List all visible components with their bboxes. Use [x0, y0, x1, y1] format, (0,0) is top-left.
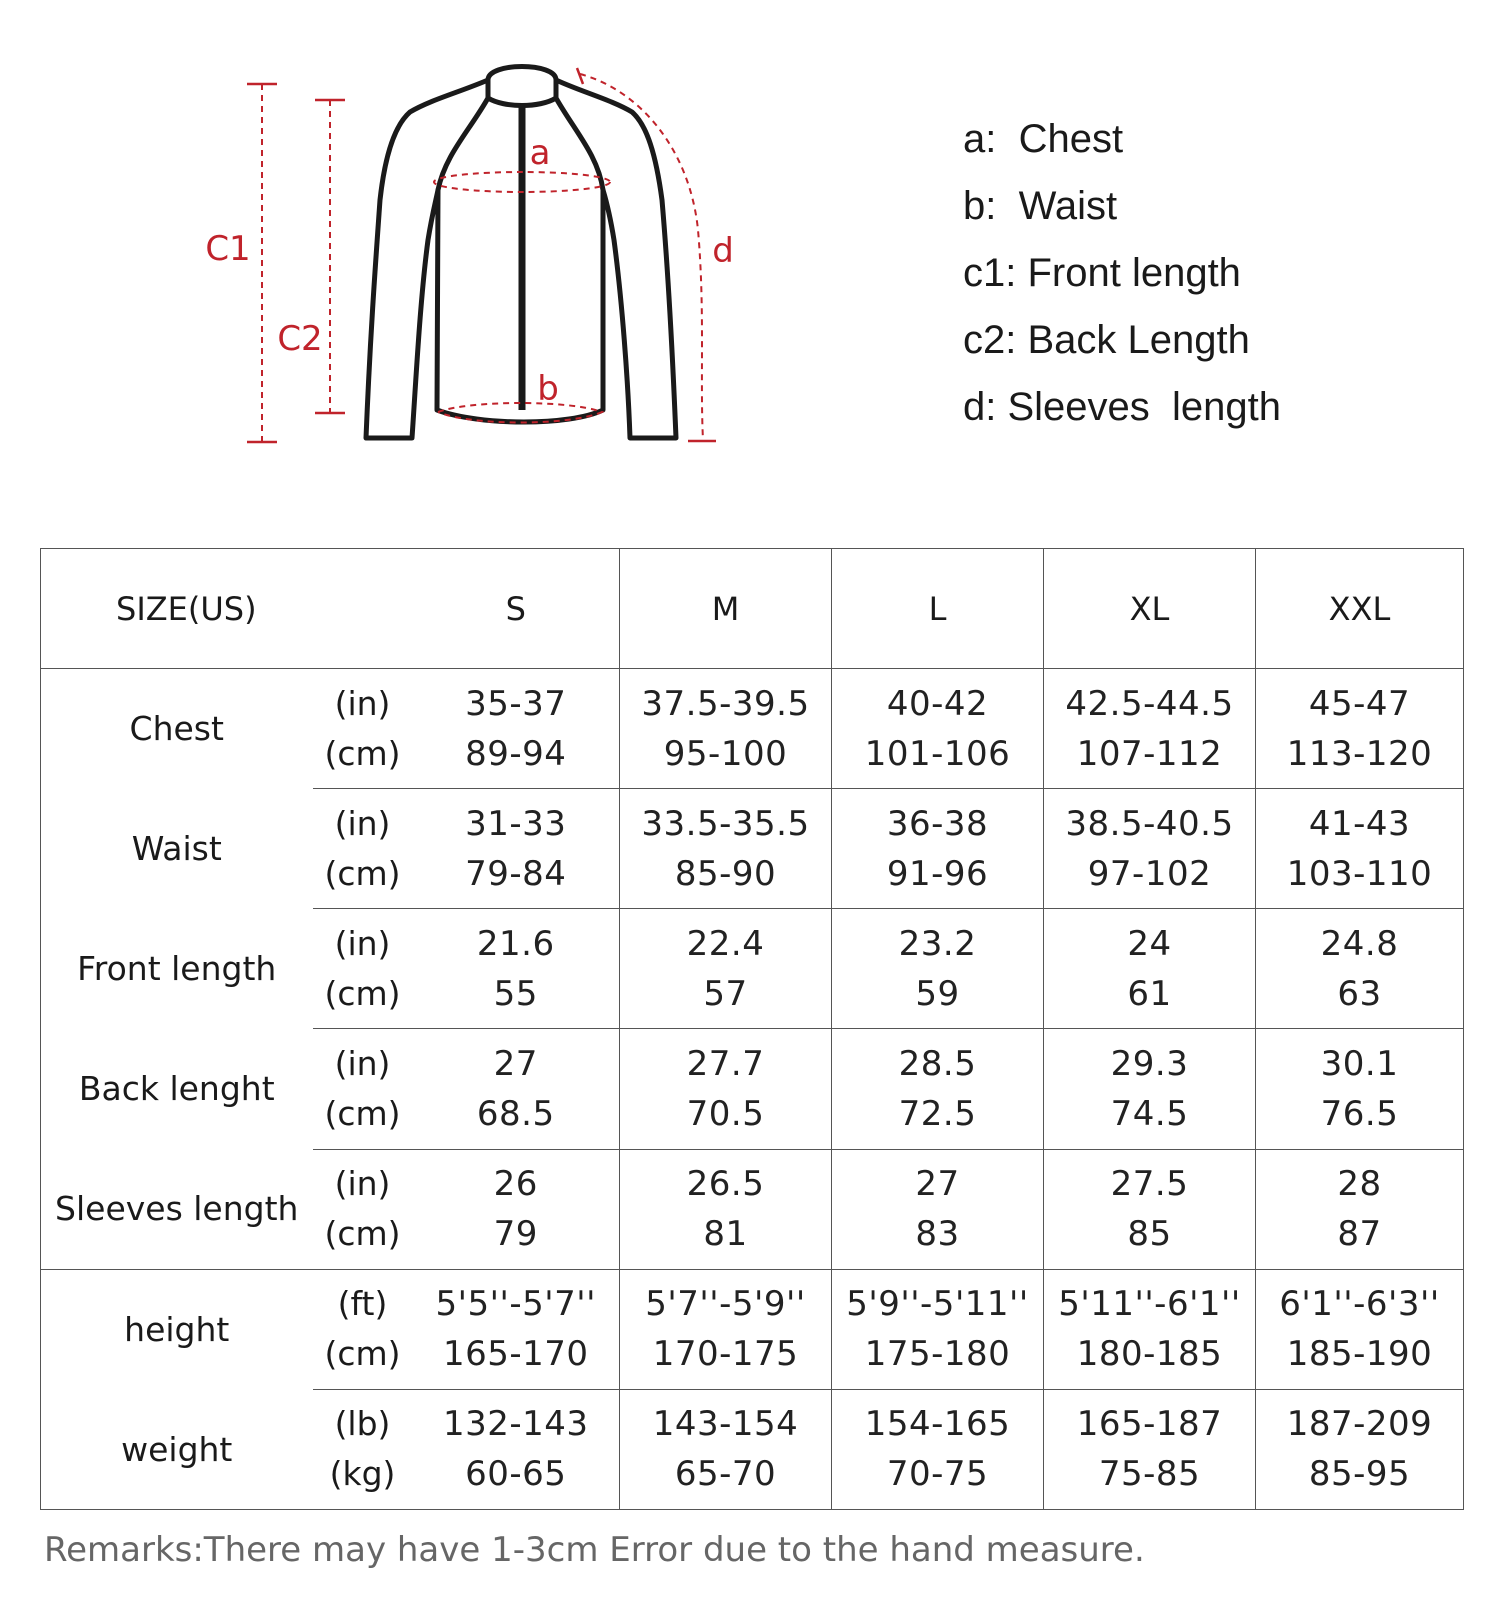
value-primary: 29.3 — [1110, 1043, 1189, 1084]
value-primary: 36-38 — [886, 803, 989, 844]
row-label: Front length — [41, 909, 313, 1029]
value-secondary: 107-112 — [1076, 733, 1223, 774]
legend-item-chest: a: Chest — [963, 117, 1124, 161]
unit-primary: (lb) — [334, 1404, 391, 1444]
unit-secondary: (cm) — [324, 1334, 401, 1374]
value-secondary: 63 — [1337, 973, 1382, 1014]
value-cell-xxl — [1256, 1029, 1464, 1149]
value-secondary: 74.5 — [1110, 1093, 1189, 1134]
value-primary: 27.7 — [686, 1043, 765, 1084]
value-cell-xxl — [1256, 909, 1464, 1029]
value-secondary: 87 — [1337, 1214, 1382, 1255]
measurement-legend — [963, 112, 1281, 447]
value-primary: 41-43 — [1308, 803, 1411, 844]
value-cell-xl — [1044, 1269, 1256, 1389]
value-secondary: 165-170 — [442, 1334, 589, 1375]
row-units — [313, 1029, 413, 1149]
value-cell-l — [832, 1029, 1044, 1149]
value-primary: 23.2 — [898, 923, 977, 964]
value-cell-xxl — [1256, 669, 1464, 789]
table-row-height — [41, 1269, 1464, 1389]
value-primary: 28.5 — [898, 1043, 977, 1084]
value-cell-m — [620, 1269, 832, 1389]
unit-primary: (in) — [334, 683, 391, 723]
value-cell-m — [620, 909, 832, 1029]
value-primary: 22.4 — [686, 923, 765, 964]
value-primary: 40-42 — [886, 683, 989, 724]
value-cell-xxl — [1256, 1149, 1464, 1269]
legend-item-front-length: c1: Front length — [963, 251, 1241, 295]
value-cell-l — [832, 909, 1044, 1029]
value-secondary: 83 — [915, 1214, 960, 1255]
value-primary: 24.8 — [1320, 923, 1399, 964]
row-label: weight — [41, 1389, 313, 1509]
value-cell-xxl — [1256, 789, 1464, 909]
value-cell-xl — [1044, 789, 1256, 909]
row-label: height — [41, 1269, 313, 1389]
value-cell-l — [832, 1389, 1044, 1509]
value-secondary: 101-106 — [864, 733, 1011, 774]
value-cell-m — [620, 789, 832, 909]
label-c1: C1 — [205, 229, 251, 269]
value-cell-xl — [1044, 1389, 1256, 1509]
value-primary: 5'5''-5'7'' — [435, 1284, 596, 1325]
value-secondary: 95-100 — [663, 733, 788, 774]
value-secondary: 89-94 — [465, 733, 567, 774]
value-cell-l — [832, 1149, 1044, 1269]
row-label: Chest — [41, 669, 313, 789]
value-primary: 5'11''-6'1'' — [1058, 1284, 1241, 1325]
table-header-row — [41, 549, 1464, 669]
unit-primary: (in) — [334, 923, 391, 963]
value-primary: 45-47 — [1308, 683, 1411, 724]
value-secondary: 57 — [703, 973, 748, 1014]
value-secondary: 65-70 — [674, 1454, 777, 1495]
size-header-l: L — [832, 549, 1044, 669]
label-b: b — [537, 369, 559, 409]
size-header-m: M — [620, 549, 832, 669]
table-row-waist — [41, 789, 1464, 909]
value-primary: 154-165 — [864, 1404, 1011, 1445]
legend-item-sleeves-length: d: Sleeves length — [963, 385, 1281, 429]
value-primary: 38.5-40.5 — [1065, 803, 1234, 844]
unit-secondary: (cm) — [324, 973, 401, 1013]
value-cell-m — [620, 1149, 832, 1269]
value-primary: 37.5-39.5 — [641, 683, 810, 724]
legend-item-waist: b: Waist — [963, 184, 1118, 228]
value-primary: 26 — [493, 1164, 538, 1205]
value-secondary: 175-180 — [864, 1334, 1011, 1375]
value-secondary: 70-75 — [886, 1454, 989, 1495]
value-secondary: 61 — [1127, 973, 1172, 1014]
unit-secondary: (cm) — [324, 1093, 401, 1133]
value-cell-m — [620, 1389, 832, 1509]
unit-primary: (in) — [334, 803, 391, 843]
value-primary: 27 — [915, 1164, 960, 1205]
value-cell-xl — [1044, 669, 1256, 789]
size-header-xl: XL — [1044, 549, 1256, 669]
value-secondary: 85-90 — [674, 853, 777, 894]
row-units — [313, 1269, 413, 1389]
value-cell-s — [413, 1149, 620, 1269]
size-header-s: S — [413, 549, 620, 669]
value-primary: 24 — [1127, 923, 1172, 964]
table-row-chest — [41, 669, 1464, 789]
unit-primary: (ft) — [337, 1284, 388, 1324]
remarks-note: Remarks:There may have 1-3cm Error due to the hand measure. — [44, 1530, 1145, 1570]
value-secondary: 185-190 — [1286, 1334, 1433, 1375]
unit-primary: (in) — [334, 1043, 391, 1083]
unit-secondary: (kg) — [329, 1454, 396, 1494]
table-row-back-lenght — [41, 1029, 1464, 1149]
row-units — [313, 1389, 413, 1509]
value-cell-xxl — [1256, 1389, 1464, 1509]
unit-primary: (in) — [334, 1164, 391, 1204]
value-secondary: 85 — [1127, 1214, 1172, 1255]
value-secondary: 70.5 — [686, 1093, 765, 1134]
value-primary: 30.1 — [1320, 1043, 1399, 1084]
value-primary: 6'1''-6'3'' — [1279, 1284, 1440, 1325]
row-units — [313, 1149, 413, 1269]
value-cell-l — [832, 1269, 1044, 1389]
value-primary: 143-154 — [652, 1404, 799, 1445]
row-label: Back lenght — [41, 1029, 313, 1149]
table-row-sleeves-length — [41, 1149, 1464, 1269]
value-cell-s — [413, 1389, 620, 1509]
value-secondary: 59 — [915, 973, 960, 1014]
value-primary: 26.5 — [686, 1164, 765, 1205]
value-secondary: 180-185 — [1076, 1334, 1223, 1375]
value-cell-xxl — [1256, 1269, 1464, 1389]
value-cell-s — [413, 1269, 620, 1389]
value-cell-s — [413, 909, 620, 1029]
row-label: Sleeves length — [41, 1149, 313, 1269]
value-primary: 5'9''-5'11'' — [846, 1284, 1029, 1325]
value-cell-xl — [1044, 1029, 1256, 1149]
unit-secondary: (cm) — [324, 853, 401, 893]
value-cell-s — [413, 789, 620, 909]
value-primary: 165-187 — [1076, 1404, 1223, 1445]
value-secondary: 103-110 — [1286, 853, 1433, 894]
value-primary: 27 — [493, 1043, 538, 1084]
value-primary: 5'7''-5'9'' — [645, 1284, 806, 1325]
row-units — [313, 789, 413, 909]
value-primary: 27.5 — [1110, 1164, 1189, 1205]
value-secondary: 79 — [493, 1214, 538, 1255]
value-primary: 31-33 — [465, 803, 567, 844]
value-primary: 21.6 — [476, 923, 555, 964]
value-primary: 187-209 — [1286, 1404, 1433, 1445]
size-us-header: SIZE(US) — [41, 549, 413, 669]
value-secondary: 170-175 — [652, 1334, 799, 1375]
value-secondary: 55 — [493, 973, 538, 1014]
value-primary: 33.5-35.5 — [641, 803, 810, 844]
legend-item-back-length: c2: Back Length — [963, 318, 1250, 362]
label-a: a — [529, 133, 551, 173]
value-secondary: 60-65 — [465, 1454, 567, 1495]
unit-secondary: (cm) — [324, 733, 401, 773]
value-primary: 132-143 — [442, 1404, 589, 1445]
value-secondary: 91-96 — [886, 853, 989, 894]
value-primary: 42.5-44.5 — [1065, 683, 1234, 724]
table-row-weight — [41, 1389, 1464, 1509]
value-cell-xl — [1044, 1149, 1256, 1269]
value-cell-l — [832, 669, 1044, 789]
value-primary: 35-37 — [465, 683, 567, 724]
value-secondary: 72.5 — [898, 1093, 977, 1134]
table-row-front-length — [41, 909, 1464, 1029]
row-label: Waist — [41, 789, 313, 909]
value-cell-m — [620, 669, 832, 789]
measurement-guides — [262, 74, 703, 442]
row-units — [313, 909, 413, 1029]
value-cell-s — [413, 669, 620, 789]
value-secondary: 85-95 — [1308, 1454, 1411, 1495]
label-d: d — [712, 231, 734, 271]
value-secondary: 68.5 — [476, 1093, 555, 1134]
value-cell-s — [413, 1029, 620, 1149]
value-secondary: 81 — [703, 1214, 748, 1255]
row-units — [313, 669, 413, 789]
table-body — [41, 669, 1464, 1510]
value-secondary: 79-84 — [465, 853, 567, 894]
size-header-xxl: XXL — [1256, 549, 1464, 669]
value-secondary: 113-120 — [1286, 733, 1433, 774]
size-chart-table — [40, 548, 1464, 1510]
value-primary: 28 — [1337, 1164, 1382, 1205]
value-secondary: 75-85 — [1098, 1454, 1201, 1495]
label-c2: C2 — [277, 319, 323, 359]
value-secondary: 76.5 — [1320, 1093, 1399, 1134]
value-secondary: 97-102 — [1087, 853, 1212, 894]
value-cell-m — [620, 1029, 832, 1149]
value-cell-xl — [1044, 909, 1256, 1029]
unit-secondary: (cm) — [324, 1214, 401, 1254]
value-cell-l — [832, 789, 1044, 909]
